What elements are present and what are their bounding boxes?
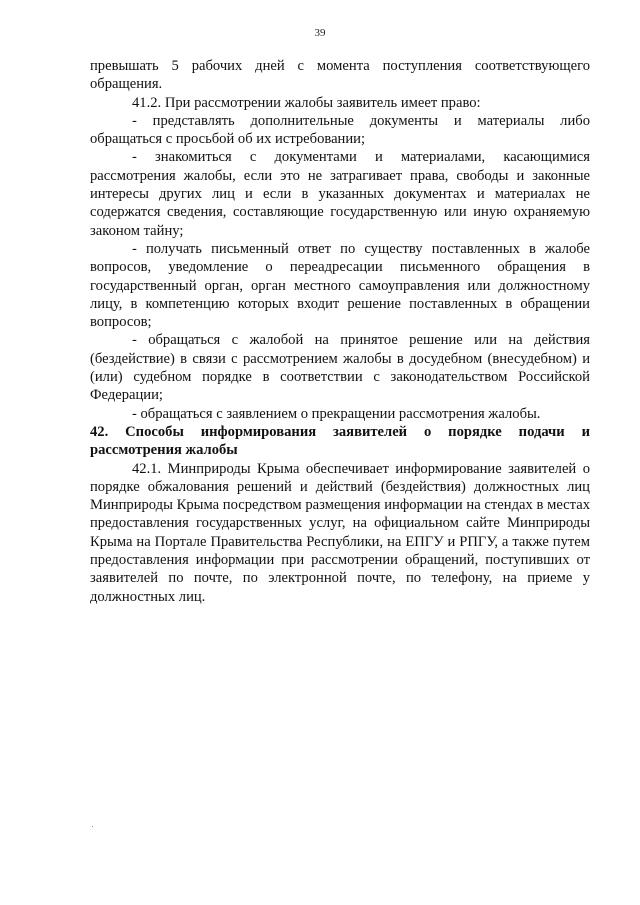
list-item-receive-answer: - получать письменный ответ по существу поставленных в жалобе вопросов, уведомление о переадресации письменного обращения в государственный орган, орган местного самоуправления или должностному лицу, в компетенцию которых входит решение поставленных в обращении вопросов;	[90, 240, 590, 331]
scan-speck	[92, 826, 93, 827]
paragraph-continuation: превышать 5 рабочих дней с момента поступления соответствующего обращения.	[90, 58, 590, 93]
list-item-appeal-decision: - обращаться с жалобой на принятое решение или на действия (бездействие) в связи с рассмотрением жалобы в досудебном (внесудебном) и (или) судебном порядке в соответствии с законодательством Российской Федерации;	[90, 332, 590, 404]
document-body	[90, 57, 590, 606]
section-heading-42: 42. Способы информирования заявителей о порядке подачи и рассмотрения жалобы	[90, 423, 590, 459]
list-item-submit-documents: - представлять дополнительные документы и материалы либо обращаться с просьбой об их истребовании;	[90, 112, 590, 148]
page-number: 39	[314, 27, 326, 39]
list-item-withdraw-complaint: - обращаться с заявлением о прекращении рассмотрения жалобы.	[132, 405, 541, 422]
list-item-review-materials: - знакомиться с документами и материалами, касающимися рассмотрения жалобы, если это не затрагивает права, свободы и законные интересы других лиц и если в указанных документах и материалах не содержатся сведения, составляющие государственную или иную охраняемую законом тайну;	[90, 149, 590, 239]
paragraph-41-2: 41.2. При рассмотрении жалобы заявитель имеет право:	[132, 94, 481, 111]
paragraph-42-1: 42.1. Минприроды Крыма обеспечивает информирование заявителей о порядке обжалования решений и действий (бездействия) должностных лиц Минприроды Крыма посредством размещения информации на стендах в местах предоставления государственных услуг, на официальном сайте Минприроды Крыма на Портале Правительства Республики, на ЕПГУ и РПГУ, а также путем предоставления информации при рассмотрении обращений, поступивших от заявителей по почте, по электронной почте, по телефону, на приеме у должностных лиц.	[90, 460, 590, 605]
